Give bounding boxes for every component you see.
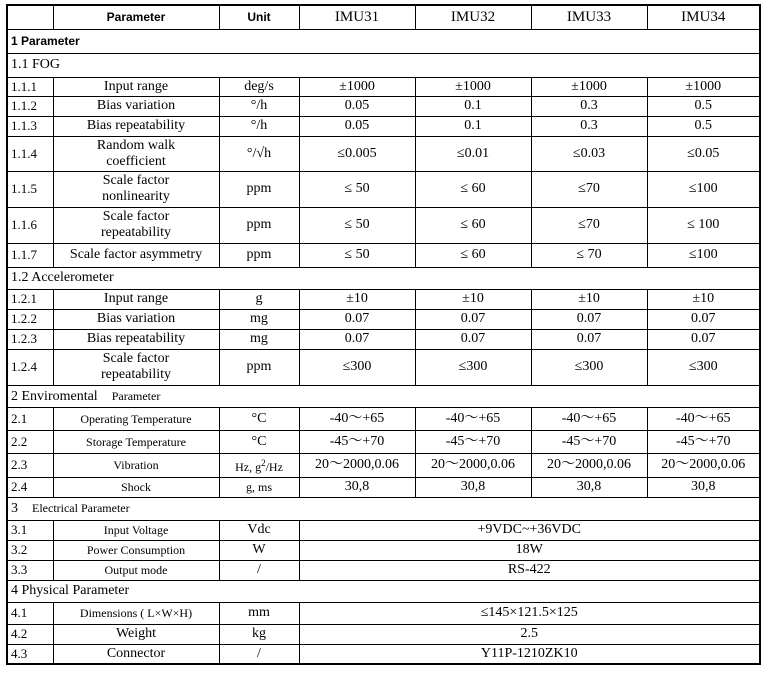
header-unit: Unit	[219, 5, 299, 29]
table-row	[7, 77, 760, 96]
row-parameter: Input Voltage	[53, 520, 219, 540]
unit-part-b: /Hz	[265, 460, 283, 474]
section-row	[7, 497, 760, 520]
value-all-models: +9VDC~+36VDC	[299, 520, 760, 540]
value-imu32: ≤ 60	[415, 171, 531, 207]
row-number: 1.1.3	[7, 116, 53, 136]
value-imu34: 0.5	[647, 116, 760, 136]
value-imu31: ≤ 50	[299, 243, 415, 267]
header-parameter: Parameter	[53, 5, 219, 29]
value-imu31: -40～+65	[299, 407, 415, 430]
section-1-title: 1 Parameter	[7, 29, 760, 53]
table-row	[7, 624, 760, 644]
value-all-models: ≤145×121.5×125	[299, 602, 760, 624]
row-number: 1.2.1	[7, 289, 53, 309]
value-imu32: 30,8	[415, 477, 531, 497]
table-row	[7, 477, 760, 497]
row-number: 2.1	[7, 407, 53, 430]
row-parameter: Connector	[53, 644, 219, 664]
row-unit: ppm	[219, 207, 299, 243]
row-parameter: Dimensions ( L×W×H)	[53, 602, 219, 624]
value-all-models: 2.5	[299, 624, 760, 644]
row-number: 1.1.5	[7, 171, 53, 207]
header-row	[7, 5, 760, 29]
value-imu32: 20～2000,0.06	[415, 453, 531, 477]
value-imu34: ±10	[647, 289, 760, 309]
value-imu33: ≤70	[531, 171, 647, 207]
table-row	[7, 349, 760, 385]
value-imu33: -45～+70	[531, 430, 647, 453]
row-unit: W	[219, 540, 299, 560]
row-parameter: Bias variation	[53, 309, 219, 329]
row-unit: ppm	[219, 349, 299, 385]
table-row	[7, 309, 760, 329]
row-unit: Vdc	[219, 520, 299, 540]
row-parameter: Operating Temperature	[53, 407, 219, 430]
row-unit: °C	[219, 407, 299, 430]
value-imu31: 20～2000,0.06	[299, 453, 415, 477]
row-unit: ppm	[219, 171, 299, 207]
table-row	[7, 243, 760, 267]
value-imu32: ±1000	[415, 77, 531, 96]
value-imu31: 0.07	[299, 309, 415, 329]
section-3-title	[7, 497, 760, 520]
header-imu34: IMU34	[647, 5, 760, 29]
value-imu33: ≤70	[531, 207, 647, 243]
value-imu32: -45～+70	[415, 430, 531, 453]
section-row	[7, 53, 760, 77]
row-parameter: Input range	[53, 77, 219, 96]
row-unit: °/√h	[219, 136, 299, 171]
value-imu34: 30,8	[647, 477, 760, 497]
row-parameter: Vibration	[53, 453, 219, 477]
row-number: 4.1	[7, 602, 53, 624]
value-imu31: -45～+70	[299, 430, 415, 453]
value-imu31: ±1000	[299, 77, 415, 96]
row-unit	[219, 453, 299, 477]
value-imu33: 20～2000,0.06	[531, 453, 647, 477]
section-1-2-title: 1.2 Accelerometer	[7, 267, 760, 289]
row-number: 2.2	[7, 430, 53, 453]
value-imu31: ≤300	[299, 349, 415, 385]
value-imu33: ±10	[531, 289, 647, 309]
section-2-prefix: 2 Enviromental	[11, 388, 98, 404]
section-row	[7, 267, 760, 289]
row-parameter	[53, 349, 219, 385]
value-all-models: Y11P-1210ZK10	[299, 644, 760, 664]
value-imu33: ≤ 70	[531, 243, 647, 267]
table-row	[7, 207, 760, 243]
row-parameter	[53, 207, 219, 243]
value-imu33: -40～+65	[531, 407, 647, 430]
value-imu31: ≤ 50	[299, 207, 415, 243]
value-imu34: 0.07	[647, 329, 760, 349]
section-4-title: 4 Physical Parameter	[7, 580, 760, 602]
row-unit: kg	[219, 624, 299, 644]
row-parameter: Bias repeatability	[53, 116, 219, 136]
row-unit: /	[219, 644, 299, 664]
value-imu32: 0.07	[415, 329, 531, 349]
row-parameter: Storage Temperature	[53, 430, 219, 453]
row-parameter: Bias variation	[53, 96, 219, 116]
param-line-1: Random walk	[96, 137, 176, 153]
section-row	[7, 29, 760, 53]
table-row	[7, 329, 760, 349]
value-imu34: -45～+70	[647, 430, 760, 453]
value-imu33: ≤300	[531, 349, 647, 385]
value-imu34: ±1000	[647, 77, 760, 96]
unit-superscript: 2	[261, 458, 266, 468]
row-parameter: Shock	[53, 477, 219, 497]
row-unit: mg	[219, 309, 299, 329]
row-unit: mg	[219, 329, 299, 349]
table-row	[7, 602, 760, 624]
value-imu33: 30,8	[531, 477, 647, 497]
row-number: 1.1.7	[7, 243, 53, 267]
value-imu32: 0.1	[415, 96, 531, 116]
param-line-2: repeatability	[101, 225, 171, 240]
row-parameter	[53, 171, 219, 207]
table-row	[7, 136, 760, 171]
table-row	[7, 540, 760, 560]
row-unit: °/h	[219, 116, 299, 136]
row-number: 1.1.1	[7, 77, 53, 96]
value-imu34: ≤100	[647, 243, 760, 267]
row-parameter: Weight	[53, 624, 219, 644]
row-number: 3.1	[7, 520, 53, 540]
table-row	[7, 644, 760, 664]
value-all-models: RS-422	[299, 560, 760, 580]
param-line-2: nonlinearity	[102, 189, 170, 204]
value-imu32: ±10	[415, 289, 531, 309]
section-row	[7, 580, 760, 602]
value-imu32: -40～+65	[415, 407, 531, 430]
row-parameter: Input range	[53, 289, 219, 309]
row-parameter: Output mode	[53, 560, 219, 580]
param-line-1: Scale factor	[102, 209, 170, 224]
value-imu34: -40～+65	[647, 407, 760, 430]
section-2-suffix: Parameter	[111, 388, 161, 403]
row-unit: /	[219, 560, 299, 580]
row-number: 2.4	[7, 477, 53, 497]
row-number: 1.1.2	[7, 96, 53, 116]
table-row	[7, 289, 760, 309]
value-imu32: ≤0.01	[415, 136, 531, 171]
header-imu31: IMU31	[299, 5, 415, 29]
table-row	[7, 171, 760, 207]
value-imu33: 0.3	[531, 96, 647, 116]
param-line-2: repeatability	[101, 367, 171, 382]
row-number: 4.3	[7, 644, 53, 664]
value-imu34: ≤300	[647, 349, 760, 385]
value-imu31: 0.07	[299, 329, 415, 349]
value-imu31: ≤ 50	[299, 171, 415, 207]
row-unit: °C	[219, 430, 299, 453]
row-number: 4.2	[7, 624, 53, 644]
value-imu31: 30,8	[299, 477, 415, 497]
imu-spec-table	[6, 4, 761, 665]
header-imu33: IMU33	[531, 5, 647, 29]
row-parameter: Power Consumption	[53, 540, 219, 560]
unit-part-a: Hz, g	[235, 460, 262, 474]
spec-table-container	[6, 4, 759, 682]
row-number: 1.1.6	[7, 207, 53, 243]
value-imu33: 0.07	[531, 309, 647, 329]
section-3-prefix: 3	[11, 501, 18, 516]
section-3-suffix: Electrical Parameter	[32, 501, 130, 515]
value-imu33: ≤0.03	[531, 136, 647, 171]
row-number: 1.2.3	[7, 329, 53, 349]
row-unit: mm	[219, 602, 299, 624]
row-parameter: Scale factor asymmetry	[53, 243, 219, 267]
value-imu33: 0.07	[531, 329, 647, 349]
value-imu33: 0.3	[531, 116, 647, 136]
row-number: 3.3	[7, 560, 53, 580]
table-row	[7, 520, 760, 540]
table-row	[7, 560, 760, 580]
header-blank	[7, 5, 53, 29]
value-imu31: ±10	[299, 289, 415, 309]
value-imu32: 0.07	[415, 309, 531, 329]
table-row	[7, 407, 760, 430]
value-imu34: 0.5	[647, 96, 760, 116]
row-parameter	[53, 136, 219, 171]
row-unit: deg/s	[219, 77, 299, 96]
value-imu32: 0.1	[415, 116, 531, 136]
row-unit: °/h	[219, 96, 299, 116]
value-imu31: ≤0.005	[299, 136, 415, 171]
table-row	[7, 116, 760, 136]
table-row	[7, 96, 760, 116]
value-imu34: ≤100	[647, 171, 760, 207]
row-unit: g	[219, 289, 299, 309]
row-number: 1.1.4	[7, 136, 53, 171]
value-imu32: ≤ 60	[415, 243, 531, 267]
table-row	[7, 453, 760, 477]
value-imu32: ≤ 60	[415, 207, 531, 243]
value-imu34: ≤0.05	[647, 136, 760, 171]
param-line-1: Scale factor	[102, 173, 170, 188]
value-imu31: 0.05	[299, 96, 415, 116]
param-line-1: Scale factor	[102, 351, 170, 366]
row-unit: ppm	[219, 243, 299, 267]
value-imu31: 0.05	[299, 116, 415, 136]
value-all-models: 18W	[299, 540, 760, 560]
row-unit: g, ms	[219, 477, 299, 497]
value-imu34: ≤ 100	[647, 207, 760, 243]
row-number: 3.2	[7, 540, 53, 560]
section-row	[7, 385, 760, 407]
row-number: 1.2.4	[7, 349, 53, 385]
table-row	[7, 430, 760, 453]
row-parameter: Bias repeatability	[53, 329, 219, 349]
row-number: 1.2.2	[7, 309, 53, 329]
header-imu32: IMU32	[415, 5, 531, 29]
value-imu34: 20～2000,0.06	[647, 453, 760, 477]
value-imu33: ±1000	[531, 77, 647, 96]
section-1-1-title: 1.1 FOG	[7, 53, 760, 77]
row-number: 2.3	[7, 453, 53, 477]
param-line-2: coefficient	[106, 153, 166, 169]
section-2-title	[7, 385, 760, 407]
value-imu32: ≤300	[415, 349, 531, 385]
value-imu34: 0.07	[647, 309, 760, 329]
